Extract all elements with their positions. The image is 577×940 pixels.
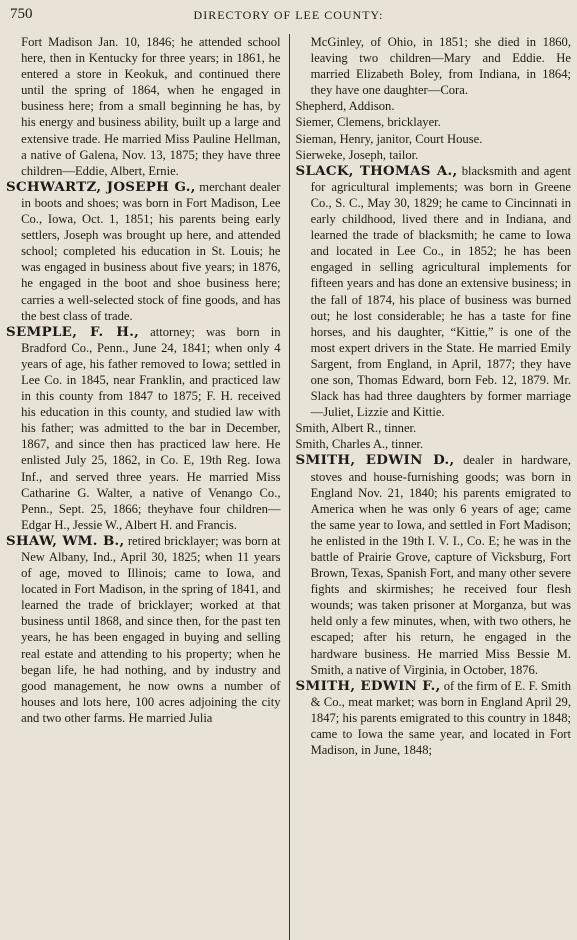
entry-name: SCHWARTZ, JOSEPH G., [6, 178, 196, 195]
page-header [6, 4, 571, 26]
directory-entry [6, 324, 281, 533]
entry-name: SMITH, EDWIN F., [295, 677, 441, 694]
continued-entry-text: Fort Madison Jan. 10, 1846; he attended school here, then in Kentucky for three years; in 1861, he entered a store in Keokuk, and continued there until the spring of 1864, when he engaged in business here; from a small beginning he has, by his energy and business ability, built up a large and extensive trade. He married Miss Pauline Hellman, a native of Galena, Nov. 13, 1875; they have three children—Eddie, Albert, Ernie. [21, 35, 281, 178]
directory-entry [296, 678, 572, 758]
continued-entry-text: McGinley, of Ohio, in 1851; she died in 1860, leaving two children—Mary and Eddie. He married Elizabeth Boley, from Indiana, in 1864; they have one daughter—Cora. [310, 35, 571, 98]
left-column [6, 34, 289, 940]
entry-text: attorney; was born in Bradford Co., Penn., June 24, 1841; when only 4 years of age, his father removed to Iowa; settled in Lee Co. in 1845, near Franklin, and practiced law in this county from 1847 to 1875; F. H. received his education in this county, and studied law with his father; was admitted to the bar in December, 1867, and since then has practiced law here. He enlisted July 25, 1862, in Co. E, 19th Reg. Iowa Inf., and served three years. He married Miss Catharine G. Walter, a native of Venango Co., Penn., Sept. 25, 1866; theyhave four children—Edgar H., Jessie W., Albert H. and Francis. [21, 324, 281, 532]
directory-entry [6, 533, 281, 726]
right-column [289, 34, 572, 940]
short-entry: Shepherd, Addison. [295, 99, 395, 114]
short-entry: Sierweke, Joseph, tailor. [295, 147, 419, 162]
entry-text: merchant dealer in boots and shoes; was born in Fort Madison, Lee Co., Iowa, Oct. 1, 1851; his parents being early settlers, Joseph was brought up here, and attended school; completed his education in St. Louis; he was engaged in business about five years; in 1876, he engaged in the boot and shoe business here; carries a well-selected stock of fine goods, and has the best class of trade. [21, 179, 281, 323]
entry-name: SLACK, THOMAS A., [295, 162, 458, 179]
text-columns [6, 34, 571, 940]
entry-name: SEMPLE, F. H., [6, 323, 140, 340]
directory-entry [296, 452, 572, 677]
page-number: 750 [10, 6, 33, 22]
entry-text: dealer in hardware, stoves and house-furnishing goods; was born in England Nov. 21, 1840; his parents emigrated to America when he was only 6 years of age; came the same year to Iowa, and settled in Fort Madison; he enlisted in the 19th I. V. I., Co. E; he was in the battle of Prairie Grove, capture of Vicksburg, Fort Brown, Texas, Spanish Fort, and many other severe fights and skirmishes; he received four flesh wounds; was taken prisoner at Morganza, but was held only a few minutes, when, with two others, he escaped; after his return, he engaged in the hardware business. He married Miss Bessie M. Smith, a native of Virginia, in October, 1876. [310, 453, 571, 677]
short-entry: Smith, Charles A., tinner. [295, 437, 424, 452]
entry-name: SHAW, WM. B., [6, 532, 125, 549]
entry-text: retired bricklayer; was born at New Albany, Ind., April 30, 1825; when 11 years of age, moved to Illinois; came to Iowa, and located in Fort Madison, in the spring of 1841, and learned the trade of bricklayer; worked at that business until 1868, and since then, for the past ten years, he has been engaged in buying and selling real estate and attending to his property; when he began life, he had nothing, and by industry and good management, he now owns a number of houses and lots here, 100 acres adjoining the city and two other farms. He married Julia [21, 533, 281, 725]
short-entry: Siemer, Clemens, bricklayer. [295, 115, 441, 130]
entry-text: of the firm of E. F. Smith & Co., meat market; was born in England April 29, 1847; his parents emigrated to this country in 1848; came to Iowa the same year, and located in Fort Madison, in June, 1848; [310, 678, 571, 758]
directory-entry [296, 163, 572, 421]
entry-text: blacksmith and agent for agricultural implements; was born in Greene Co., S. C., May 30, 1829; he came to Cincinnati in early childhood, lived there and in Indiana, and learned the trade of blacksmith; he came to Iowa and located in Lee Co., in 1852; he has been engaged in selling agricultural implements for fifteen years and has done an extensive business; in the fall of 1874, his place of business was burned out; he lost considerable; he has a taste for fine horses, and his daughter, “Kittie,” is one of the most expert drivers in the State. He married Emily Sargent, from England, in April, 1877; they have one son, Thomas Edward, born Feb. 12, 1879. Mr. Slack has had three daughters by former marriage—Juliet, Lizzie and Kittie. [310, 163, 572, 420]
short-entry: Smith, Albert R., tinner. [295, 421, 417, 436]
directory-entry [6, 179, 281, 324]
entry-name: SMITH, EDWIN D., [295, 452, 455, 469]
short-entry: Sieman, Henry, janitor, Court House. [295, 131, 483, 146]
running-head: DIRECTORY OF LEE COUNTY: [193, 8, 384, 22]
